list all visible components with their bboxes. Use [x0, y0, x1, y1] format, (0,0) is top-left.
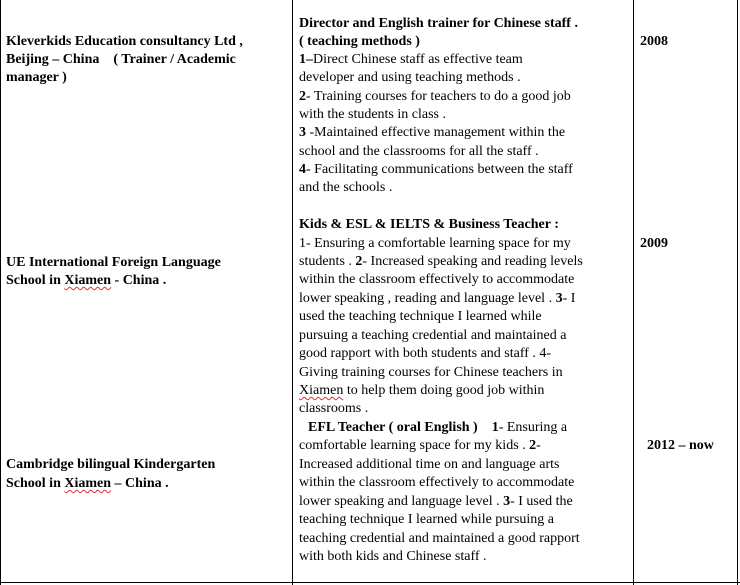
duty-line: with both kids and Chinese staff .: [299, 549, 487, 564]
duty-line: 2- Training courses for teachers to do a good job: [299, 89, 571, 104]
role-title: Kids & ESL & IELTS & Business Teacher :: [299, 217, 559, 232]
column-divider-1: [292, 0, 293, 585]
duty-line: teaching technique I learned while pursuing a: [299, 512, 555, 527]
duty-line: school and the classrooms for all the staff .: [299, 144, 539, 159]
table-bottom-border: [0, 582, 740, 583]
duty-line: classrooms .: [299, 401, 369, 416]
role-subtitle: ( teaching methods ): [299, 34, 420, 49]
duty-line: teaching credential and maintained a good rapport: [299, 531, 580, 546]
duty-line: within the classroom effectively to accommodate: [299, 475, 575, 490]
duty-line: Giving training courses for Chinese teachers in: [299, 365, 563, 380]
role-title: Director and English trainer for Chinese staff .: [299, 16, 578, 31]
year: 2008: [640, 34, 668, 49]
table-right-border: [737, 0, 738, 585]
duty-line: good rapport with both students and staff . 4-: [299, 346, 552, 361]
duty-line: Xiamen to help them doing good job within: [299, 383, 545, 398]
employer-line: manager ): [6, 70, 67, 85]
column-divider-2: [633, 0, 634, 585]
duty-line: developer and using teaching methods .: [299, 70, 521, 85]
duty-line: EFL Teacher ( oral English ) 1- Ensuring a: [308, 420, 568, 435]
duty-line: 3 -Maintained effective management within the: [299, 125, 566, 140]
duty-line: lower speaking , reading and language level . 3- I: [299, 291, 576, 306]
duty-line: comfortable learning space for my kids . 2-: [299, 438, 541, 453]
duty-line: Increased additional time on and language arts: [299, 457, 560, 472]
duty-line: within the classroom effectively to accommodate: [299, 272, 575, 287]
employer-line: UE International Foreign Language: [6, 255, 221, 270]
employer-location: Beijing – China ( Trainer / Academic: [6, 52, 236, 67]
duty-line: and the schools .: [299, 180, 393, 195]
duty-line: students . 2- Increased speaking and reading levels: [299, 254, 583, 269]
duty-line: 1–Direct Chinese staff as effective team: [299, 52, 523, 67]
duty-line: 1- Ensuring a comfortable learning space for my: [299, 236, 571, 251]
employer-location: School in Xiamen – China .: [6, 476, 169, 491]
year: 2009: [640, 236, 668, 251]
year: 2012 – now: [647, 438, 714, 453]
table-left-border: [0, 0, 1, 585]
duty-line: 4- Facilitating communications between the staff: [299, 162, 573, 177]
employer-line: Cambridge bilingual Kindergarten: [6, 457, 216, 472]
duty-line: with the students in class .: [299, 107, 446, 122]
duty-line: pursuing a teaching credential and maintained a: [299, 328, 567, 343]
duty-line: lower speaking and language level . 3- I used the: [299, 494, 573, 509]
duty-line: used the teaching technique I learned while: [299, 309, 542, 324]
employer-line: Kleverkids Education consultancy Ltd ,: [6, 34, 243, 49]
employer-location: School in Xiamen - China .: [6, 273, 167, 288]
